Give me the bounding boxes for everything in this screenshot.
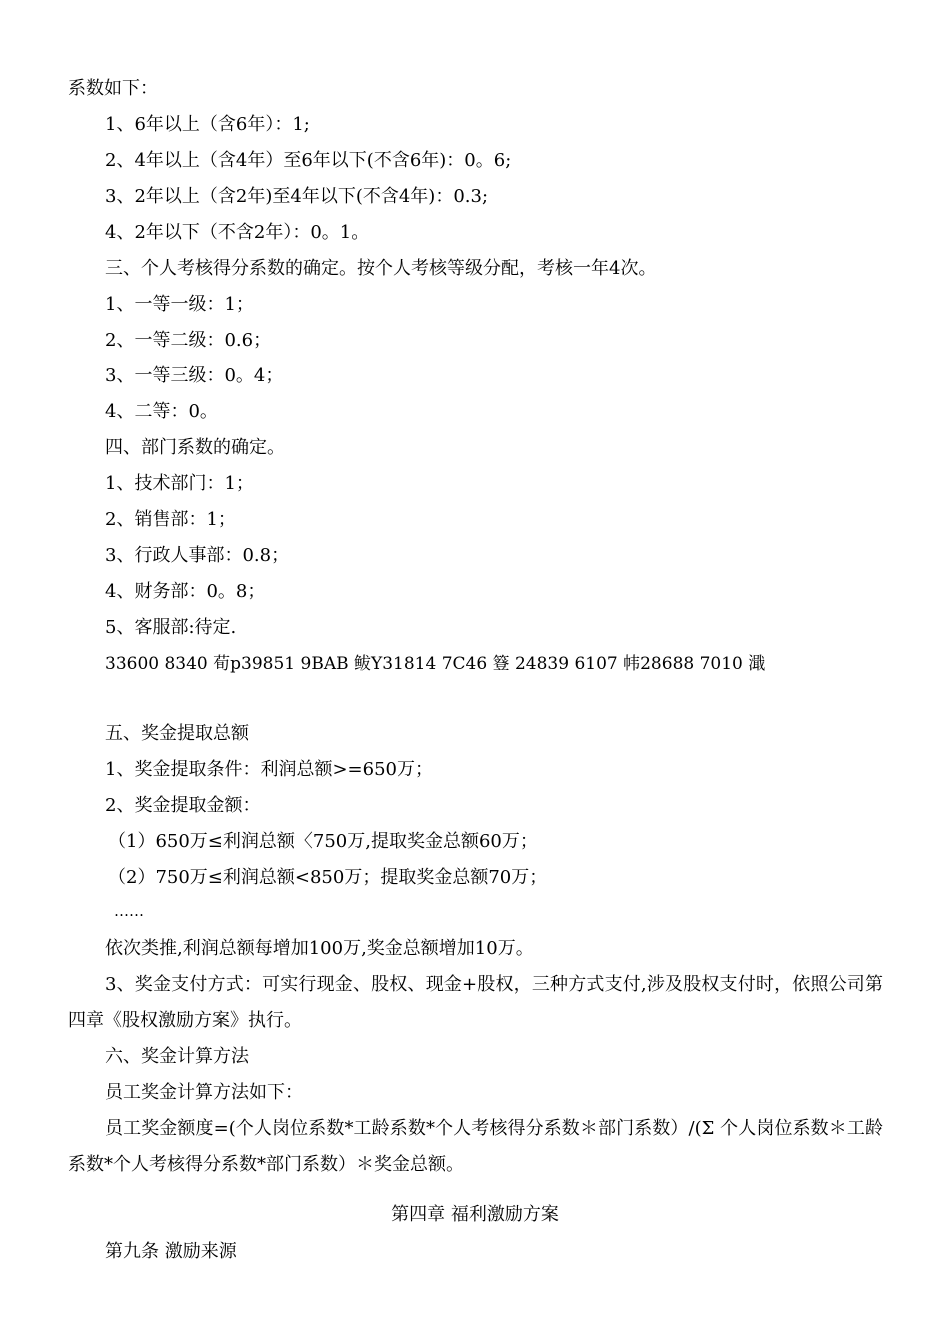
list-item-assessment-2: 2、一等二级：0.6； [105, 330, 272, 351]
garbled-text-line: 33600 8340 荀p39851 9BAB 鲅Y31814 7C46 簦 24839 6107 帏28688 7010 濈 [105, 654, 766, 674]
list-item-seniority-4: 4、2年以下（不含2年）：0。1。 [105, 222, 370, 243]
paragraph-formula-intro: 员工奖金计算方法如下： [105, 1082, 303, 1103]
list-item-department-2: 2、销售部：1； [105, 509, 236, 530]
sub-item-bonus-2: （2）750万≤利润总额<850万；提取奖金总额70万； [108, 867, 548, 888]
article-heading: 第九条 激励来源 [105, 1241, 237, 1262]
list-item-assessment-3: 3、一等三级：0。4； [105, 365, 284, 386]
paragraph-formula: 员工奖金额度=(个人岗位系数*工龄系数*个人考核得分系数＊部门系数）/(Σ 个人岗位系数＊工龄系数*个人考核得分系数*部门系数）＊奖金总额。 [68, 1118, 883, 1175]
section-heading-6: 六、奖金计算方法 [105, 1046, 249, 1067]
ellipsis-line: …… [114, 902, 144, 920]
section-heading-4: 四、部门系数的确定。 [105, 437, 285, 458]
list-item-department-4: 4、财务部：0。8； [105, 581, 266, 602]
paragraph-increment-rule: 依次类推,利润总额每增加100万,奖金总额增加10万。 [105, 938, 534, 959]
list-item-seniority-2: 2、4年以上（含4年）至6年以下(不含6年)：0。6; [105, 150, 512, 171]
list-item-department-5: 5、客服部:待定. [105, 617, 237, 638]
list-item-bonus-amount: 2、奖金提取金额： [105, 795, 261, 816]
list-item-bonus-condition: 1、奖金提取条件：利润总额>=650万； [105, 759, 433, 780]
section-heading-5: 五、奖金提取总额 [105, 723, 249, 744]
sub-item-bonus-1: （1）650万≤利润总额〈750万,提取奖金总额60万； [108, 831, 538, 852]
chapter-title: 第四章 福利激励方案 [391, 1204, 559, 1225]
list-item-assessment-4: 4、二等：0。 [105, 401, 218, 422]
list-item-department-3: 3、行政人事部：0.8； [105, 545, 290, 566]
list-item-seniority-3: 3、2年以上（含2年)至4年以下(不含4年)：0.3; [105, 186, 489, 207]
section-heading-3: 三、个人考核得分系数的确定。按个人考核等级分配，考核一年4次。 [105, 258, 657, 279]
list-item-department-1: 1、技术部门：1； [105, 473, 254, 494]
list-item-seniority-1: 1、6年以上（含6年）：1; [105, 114, 310, 135]
list-item-assessment-1: 1、一等一级：1； [105, 294, 254, 315]
paragraph-payment-method: 3、奖金支付方式：可实行现金、股权、现金+股权，三种方式支付,涉及股权支付时，依照公司第四章《股权激励方案》执行。 [68, 974, 883, 1031]
paragraph-intro: 系数如下： [68, 78, 158, 99]
